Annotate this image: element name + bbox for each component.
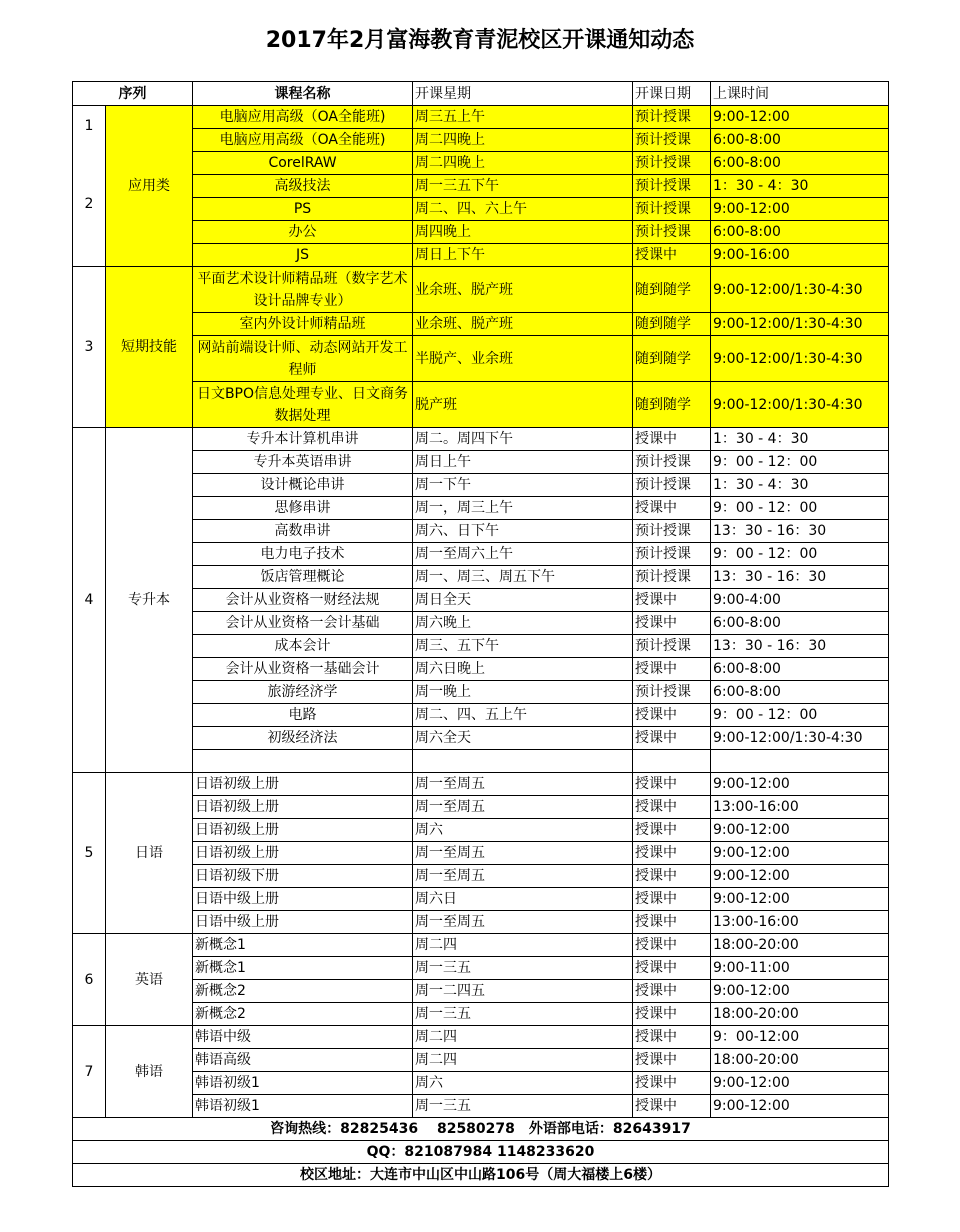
course-cell: 日语初级上册 [193, 796, 413, 819]
date-cell: 预计授课 [633, 520, 711, 543]
date-cell: 授课中 [633, 1003, 711, 1026]
time-cell: 9:00-16:00 [711, 244, 889, 267]
weekday-cell: 周一至周六上午 [413, 543, 633, 566]
course-cell: 办公 [193, 221, 413, 244]
footer-qq: QQ：821087984 1148233620 [73, 1141, 889, 1164]
course-cell: 日语初级上册 [193, 773, 413, 796]
weekday-cell: 周三五上午 [413, 106, 633, 129]
weekday-cell: 业余班、脱产班 [413, 267, 633, 313]
time-cell: 9：00 - 12：00 [711, 704, 889, 727]
time-cell: 9:00-12:00 [711, 773, 889, 796]
course-cell: 高级技法 [193, 175, 413, 198]
course-cell: 电脑应用高级（OA全能班) [193, 106, 413, 129]
table-row [73, 1049, 889, 1072]
course-cell: 专升本计算机串讲 [193, 428, 413, 451]
weekday-cell: 周一，周三上午 [413, 497, 633, 520]
course-cell: 思修串讲 [193, 497, 413, 520]
table-row [73, 1095, 889, 1118]
time-cell: 9:00-12:00 [711, 819, 889, 842]
table-row [73, 980, 889, 1003]
time-cell: 9:00-12:00/1:30-4:30 [711, 382, 889, 428]
seq-number: 3 [84, 339, 94, 355]
course-cell: 电力电子技术 [193, 543, 413, 566]
table-row [73, 911, 889, 934]
weekday-cell: 周日上下午 [413, 244, 633, 267]
table-row [73, 198, 889, 221]
date-cell: 授课中 [633, 589, 711, 612]
time-cell: 13:00-16:00 [711, 911, 889, 934]
weekday-cell: 周一下午 [413, 474, 633, 497]
page-title: 2017年2月富海教育青泥校区开课通知动态 [265, 28, 695, 53]
weekday-cell: 周二四 [413, 1026, 633, 1049]
course-cell: 韩语初级1 [193, 1095, 413, 1118]
course-cell: 韩语中级 [193, 1026, 413, 1049]
time-cell: 1：30 - 4：30 [711, 428, 889, 451]
weekday-cell: 周六晚上 [413, 612, 633, 635]
table-row [73, 796, 889, 819]
weekday-cell: 周一晚上 [413, 681, 633, 704]
weekday-cell: 周一二四五 [413, 980, 633, 1003]
qq-row [73, 1141, 889, 1164]
course-cell: 旅游经济学 [193, 681, 413, 704]
table-row [73, 1003, 889, 1026]
table-row [73, 704, 889, 727]
time-cell: 13:00-16:00 [711, 796, 889, 819]
time-cell: 13：30 - 16：30 [711, 635, 889, 658]
table-row [73, 1072, 889, 1095]
course-cell: 日语初级上册 [193, 842, 413, 865]
weekday-cell: 周六日晚上 [413, 658, 633, 681]
table-row [73, 566, 889, 589]
table-row [73, 336, 889, 382]
table-row [73, 497, 889, 520]
table-row [73, 658, 889, 681]
time-cell: 9：00-12:00 [711, 1026, 889, 1049]
date-cell: 授课中 [633, 842, 711, 865]
course-cell: 设计概论串讲 [193, 474, 413, 497]
weekday-cell: 周二、四、六上午 [413, 198, 633, 221]
weekday-cell: 周六 [413, 1072, 633, 1095]
time-cell: 9:00-4:00 [711, 589, 889, 612]
table-row [73, 520, 889, 543]
course-cell: 电路 [193, 704, 413, 727]
weekday-cell: 周二四晚上 [413, 129, 633, 152]
header-date: 开课日期 [633, 82, 711, 106]
date-cell: 授课中 [633, 865, 711, 888]
date-cell: 授课中 [633, 1026, 711, 1049]
date-cell: 预计授课 [633, 152, 711, 175]
date-cell: 预计授课 [633, 129, 711, 152]
table-row [73, 313, 889, 336]
time-cell: 9:00-12:00/1:30-4:30 [711, 313, 889, 336]
date-cell: 授课中 [633, 1072, 711, 1095]
header-time: 上课时间 [711, 82, 889, 106]
time-cell: 18:00-20:00 [711, 934, 889, 957]
table-row [73, 865, 889, 888]
table-row [73, 543, 889, 566]
table-row [73, 957, 889, 980]
weekday-cell: 周二四 [413, 1049, 633, 1072]
table-row [73, 382, 889, 428]
time-cell: 9:00-12:00 [711, 1072, 889, 1095]
date-cell: 授课中 [633, 658, 711, 681]
time-cell: 6:00-8:00 [711, 152, 889, 175]
table-row [73, 451, 889, 474]
weekday-cell: 周四晚上 [413, 221, 633, 244]
course-cell: 会计从业资格一会计基础 [193, 612, 413, 635]
table-row [73, 428, 889, 451]
hotline-row [73, 1118, 889, 1141]
time-cell: 9：00 - 12：00 [711, 451, 889, 474]
course-cell: 平面艺术设计师精品班（数字艺术设计品牌专业） [193, 267, 413, 313]
table-row [73, 934, 889, 957]
weekday-cell: 业余班、脱产班 [413, 313, 633, 336]
date-cell: 授课中 [633, 819, 711, 842]
date-cell: 授课中 [633, 796, 711, 819]
date-cell: 预计授课 [633, 221, 711, 244]
table-row [73, 244, 889, 267]
weekday-cell: 周一至周五 [413, 911, 633, 934]
date-cell: 预计授课 [633, 543, 711, 566]
course-schedule-table [72, 81, 889, 1187]
course-cell: 日文BPO信息处理专业、日文商务数据处理 [193, 382, 413, 428]
header-seq: 序列 [73, 82, 193, 106]
date-cell: 预计授课 [633, 451, 711, 474]
weekday-cell: 周一至周五 [413, 773, 633, 796]
time-cell: 9：00 - 12：00 [711, 497, 889, 520]
weekday-cell: 周一三五 [413, 957, 633, 980]
date-cell: 预计授课 [633, 175, 711, 198]
time-cell: 9:00-12:00 [711, 865, 889, 888]
date-cell: 随到随学 [633, 267, 711, 313]
category-cell: 专升本 [106, 428, 193, 773]
time-cell: 1：30 - 4：30 [711, 474, 889, 497]
table-row [73, 819, 889, 842]
date-cell: 授课中 [633, 934, 711, 957]
date-cell: 预计授课 [633, 635, 711, 658]
table-row [73, 727, 889, 750]
weekday-cell: 周一至周五 [413, 865, 633, 888]
address-row [73, 1164, 889, 1187]
seq-cell [73, 934, 106, 1026]
time-cell: 9:00-12:00/1:30-4:30 [711, 727, 889, 750]
weekday-cell: 周日全天 [413, 589, 633, 612]
category-cell: 应用类 [106, 106, 193, 267]
date-cell: 预计授课 [633, 566, 711, 589]
time-cell: 6:00-8:00 [711, 129, 889, 152]
weekday-cell: 周一三五 [413, 1003, 633, 1026]
table-row [73, 221, 889, 244]
course-cell: 会计从业资格一财经法规 [193, 589, 413, 612]
course-cell: 饭店管理概论 [193, 566, 413, 589]
course-cell [193, 750, 413, 773]
date-cell: 随到随学 [633, 336, 711, 382]
course-cell: PS [193, 198, 413, 221]
date-cell [633, 750, 711, 773]
weekday-cell [413, 750, 633, 773]
time-cell: 9:00-12:00 [711, 1095, 889, 1118]
date-cell: 预计授课 [633, 198, 711, 221]
time-cell: 18:00-20:00 [711, 1003, 889, 1026]
table-row [73, 888, 889, 911]
weekday-cell: 周日上午 [413, 451, 633, 474]
time-cell: 9:00-12:00 [711, 106, 889, 129]
time-cell: 9：00 - 12：00 [711, 543, 889, 566]
seq-number: 7 [84, 1063, 94, 1080]
date-cell: 授课中 [633, 497, 711, 520]
table-row [73, 589, 889, 612]
seq-cell [73, 267, 106, 428]
course-cell: 专升本英语串讲 [193, 451, 413, 474]
date-cell: 授课中 [633, 1095, 711, 1118]
course-cell: 韩语初级1 [193, 1072, 413, 1095]
table-row [73, 129, 889, 152]
weekday-cell: 周一、周三、周五下午 [413, 566, 633, 589]
course-cell: 日语中级上册 [193, 888, 413, 911]
date-cell: 随到随学 [633, 313, 711, 336]
time-cell: 13：30 - 16：30 [711, 566, 889, 589]
time-cell: 9:00-12:00 [711, 980, 889, 1003]
course-cell: 新概念1 [193, 957, 413, 980]
course-cell: 室内外设计师精品班 [193, 313, 413, 336]
weekday-cell: 周二四晚上 [413, 152, 633, 175]
course-cell: 日语中级上册 [193, 911, 413, 934]
course-cell: 新概念2 [193, 1003, 413, 1026]
date-cell: 预计授课 [633, 106, 711, 129]
category-cell: 短期技能 [106, 267, 193, 428]
time-cell: 1：30 - 4：30 [711, 175, 889, 198]
category-cell: 英语 [106, 934, 193, 1026]
course-cell: CorelRAW [193, 152, 413, 175]
header-row [73, 82, 889, 106]
table-row [73, 175, 889, 198]
date-cell: 授课中 [633, 428, 711, 451]
date-cell: 授课中 [633, 1049, 711, 1072]
date-cell: 授课中 [633, 957, 711, 980]
weekday-cell: 脱产班 [413, 382, 633, 428]
date-cell: 授课中 [633, 911, 711, 934]
date-cell: 授课中 [633, 980, 711, 1003]
category-cell: 韩语 [106, 1026, 193, 1118]
category-cell: 日语 [106, 773, 193, 934]
weekday-cell: 周一三五 [413, 1095, 633, 1118]
course-cell: 会计从业资格一基础会计 [193, 658, 413, 681]
time-cell: 9:00-12:00 [711, 888, 889, 911]
course-cell: 网站前端设计师、动态网站开发工程师 [193, 336, 413, 382]
course-cell: 初级经济法 [193, 727, 413, 750]
weekday-cell: 周六、日下午 [413, 520, 633, 543]
seq-number: 4 [84, 592, 94, 608]
weekday-cell: 周一三五下午 [413, 175, 633, 198]
seq-number: 5 [84, 845, 94, 861]
course-cell: 高数串讲 [193, 520, 413, 543]
table-row [73, 612, 889, 635]
weekday-cell: 周二。周四下午 [413, 428, 633, 451]
table-body [73, 82, 889, 1187]
weekday-cell: 半脱产、业余班 [413, 336, 633, 382]
time-cell: 9:00-12:00/1:30-4:30 [711, 336, 889, 382]
course-cell: 新概念1 [193, 934, 413, 957]
table-row [73, 267, 889, 313]
weekday-cell: 周一至周五 [413, 796, 633, 819]
table-row [73, 773, 889, 796]
time-cell: 6:00-8:00 [711, 612, 889, 635]
weekday-cell: 周六日 [413, 888, 633, 911]
time-cell: 13：30 - 16：30 [711, 520, 889, 543]
date-cell: 预计授课 [633, 474, 711, 497]
time-cell [711, 750, 889, 773]
weekday-cell: 周六全天 [413, 727, 633, 750]
weekday-cell: 周二、四、五上午 [413, 704, 633, 727]
seq-cell [73, 428, 106, 773]
course-cell: 电脑应用高级（OA全能班) [193, 129, 413, 152]
table-row [73, 750, 889, 773]
table-row [73, 474, 889, 497]
course-cell: 韩语高级 [193, 1049, 413, 1072]
table-row [73, 635, 889, 658]
weekday-cell: 周六 [413, 819, 633, 842]
date-cell: 授课中 [633, 773, 711, 796]
time-cell: 9:00-12:00/1:30-4:30 [711, 267, 889, 313]
table-row [73, 842, 889, 865]
weekday-cell: 周三、五下午 [413, 635, 633, 658]
date-cell: 授课中 [633, 244, 711, 267]
date-cell: 授课中 [633, 727, 711, 750]
date-cell: 授课中 [633, 612, 711, 635]
time-cell: 6:00-8:00 [711, 681, 889, 704]
course-cell: 成本会计 [193, 635, 413, 658]
table-row [73, 106, 889, 129]
seq-number: 1 [84, 118, 94, 134]
seq-number: 2 [84, 196, 94, 212]
seq-cell [73, 1026, 106, 1118]
seq-cell [73, 773, 106, 934]
time-cell: 9:00-12:00 [711, 198, 889, 221]
header-weekday: 开课星期 [413, 82, 633, 106]
footer-hotline: 咨询热线：82825436 82580278 外语部电话：82643917 [73, 1118, 889, 1141]
date-cell: 授课中 [633, 704, 711, 727]
course-cell: 日语初级下册 [193, 865, 413, 888]
table-row [73, 152, 889, 175]
course-cell: JS [193, 244, 413, 267]
course-cell: 日语初级上册 [193, 819, 413, 842]
footer-address: 校区地址：大连市中山区中山路106号（周大福楼上6楼） [73, 1164, 889, 1187]
table-row [73, 681, 889, 704]
seq-cell [73, 106, 106, 267]
time-cell: 9:00-11:00 [711, 957, 889, 980]
header-course: 课程名称 [193, 82, 413, 106]
weekday-cell: 周一至周五 [413, 842, 633, 865]
date-cell: 预计授课 [633, 681, 711, 704]
time-cell: 9:00-12:00 [711, 842, 889, 865]
seq-number: 6 [84, 971, 94, 988]
table-row [73, 1026, 889, 1049]
time-cell: 6:00-8:00 [711, 658, 889, 681]
date-cell: 随到随学 [633, 382, 711, 428]
weekday-cell: 周二四 [413, 934, 633, 957]
course-cell: 新概念2 [193, 980, 413, 1003]
date-cell: 授课中 [633, 888, 711, 911]
time-cell: 18:00-20:00 [711, 1049, 889, 1072]
time-cell: 6:00-8:00 [711, 221, 889, 244]
